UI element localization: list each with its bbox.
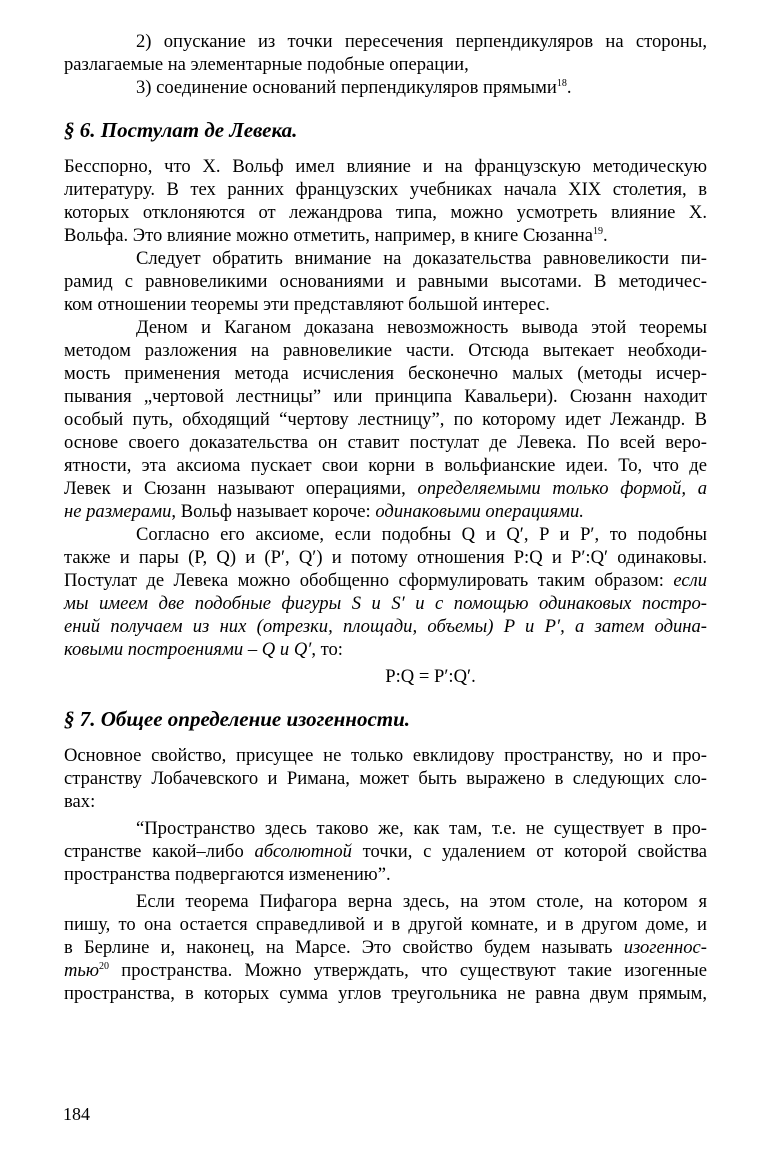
section-6-heading: § 6. Постулат де Левека. [64, 118, 298, 142]
s6-p1-line: литературу. В тех ранних французских учебниках начала XIX столетия, в [64, 179, 707, 200]
footnote-ref-20: 20 [99, 961, 109, 972]
s6-p3-line: Левек и Сюзанн называют операциями, определяемыми только формой, а [64, 478, 707, 499]
s7-p2-line: в Берлине и, наконец, на Марсе. Это свойство будем называть изогеннос- [64, 937, 707, 958]
s7-p2-line: пишу, то она остается справедливой и в другой комнате, и в другом доме, и [64, 914, 707, 935]
s7-quote-line: “Пространство здесь таково же, как там, т.е. не существует в про- [136, 818, 707, 839]
s7-quote-line: пространства подвергаются изменению”. [64, 864, 391, 885]
s6-p1-line: Вольфа. Это влияние можно отметить, например, в книге Сюзанна$^{19}$. [64, 225, 608, 246]
s6-p3-line: не размерами, Вольф называет короче: одинаковыми операциями. [64, 501, 584, 522]
page-number: 184 [63, 1104, 90, 1124]
s6-p3-line: Деном и Каганом доказана невозможность вывода этой теоремы [136, 317, 707, 338]
s7-p2-line: тью$^{20}$ пространства. Можно утверждать, что существуют такие изогенные [64, 960, 707, 981]
footnote-ref-19: 19 [593, 226, 604, 237]
s6-p2-line: рамид с равновеликими основаниями и равными высотами. В методичес- [64, 271, 707, 292]
s6-p3-line: особый путь, обходящий “чертову лестницу”, по которому идет Лежандр. В [64, 409, 707, 430]
list-item-2: 2) опускание из точки пересечения перпендикуляров на стороны, [136, 31, 707, 52]
s6-p1-line: которых отклоняются от лежандрова типа, можно усмотреть влияние Х. [64, 202, 707, 223]
s7-p2-line: пространства, в которых сумма углов треугольника не равна двум прямым, [64, 983, 707, 1004]
s6-p3-line: основе своего доказательства он ставит постулат де Левека. По всей веро- [64, 432, 707, 453]
s7-p2-line: Если теорема Пифагора верна здесь, на этом столе, на котором я [136, 891, 707, 912]
footnote-ref-18: 18 [556, 78, 567, 89]
s6-p2-line: Следует обратить внимание на доказательства равновеликости пи- [136, 248, 707, 269]
s6-p3-line: ятности, эта аксиома пускает свои корни в вольфианские идеи. То, что де [64, 455, 707, 476]
page-text [64, 30, 707, 1005]
list-item-2-cont: разлагаемые на элементарные подобные операции, [64, 54, 469, 75]
s7-p1-line: Основное свойство, присущее не только евклидову пространству, но и про- [64, 745, 707, 766]
s7-quote-line: странстве какой–либо абсолютной точки, с удалением от которой свойства [64, 841, 707, 862]
formula-proportion: P:Q = P′:Q′. [385, 666, 476, 687]
s6-p1-line: Бесспорно, что Х. Вольф имел влияние и на французскую методическую [64, 156, 707, 177]
s7-p1-line: вах: [64, 791, 96, 812]
s6-p4-line: ковыми построениями – Q и Q′, то: [64, 639, 343, 660]
s6-p3-line: мость применения метода исчисления бесконечно малых (методы исчер- [64, 363, 707, 384]
section-7-heading: § 7. Общее определение изогенности. [64, 707, 411, 731]
s6-p2-line: ком отношении теоремы эти представляют большой интерес. [64, 294, 550, 315]
s6-p4-line: ений получаем из них (отрезки, площади, объемы) P и P′, а затем одина- [64, 616, 707, 637]
s6-p4-line: Постулат де Левека можно обобщенно сформулировать таким образом: если [64, 570, 707, 591]
s6-p3-line: методом разложения на равновеликие части. Отсюда вытекает необходи- [64, 340, 707, 361]
s6-p4-line: Согласно его аксиоме, если подобны Q и Q′, P и P′, то подобны [136, 524, 707, 545]
s7-p1-line: странству Лобачевского и Римана, может быть выражено в следующих сло- [64, 768, 707, 789]
list-item-3: 3) соединение оснований перпендикуляров прямыми$^{18}$. [136, 77, 572, 98]
s6-p4-line: мы имеем две подобные фигуры S и S′ и с помощью одинаковых постро- [64, 593, 707, 614]
s6-p4-line: также и пары (P, Q) и (P′, Q′) и потому отношения P:Q и P′:Q′ одинаковы. [64, 547, 707, 568]
s6-p3-line: пывания „чертовой лестницы” или принципа Кавальери). Сюзанн находит [64, 386, 707, 407]
